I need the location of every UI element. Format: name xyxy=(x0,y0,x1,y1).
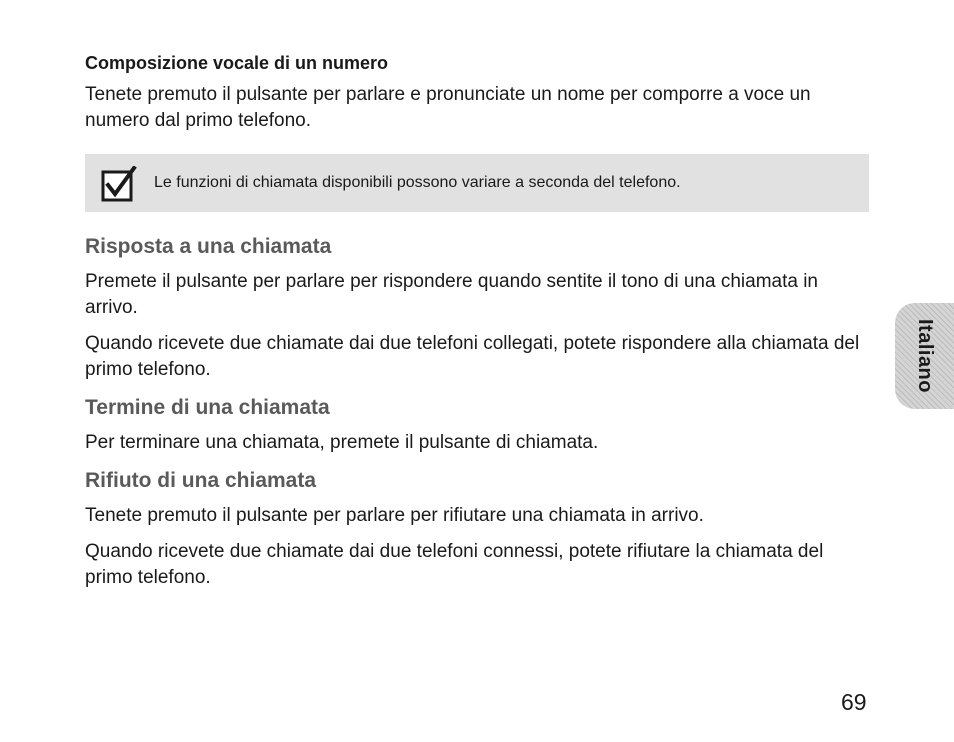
end-call-section xyxy=(85,395,875,456)
answer-call-text-2: Quando ricevete due chiamate dai due telefoni collegati, potete rispondere alla chiamata del primo telefono. xyxy=(85,333,860,380)
page-number: 69 xyxy=(841,689,867,715)
page-content xyxy=(85,52,875,603)
voice-dial-section xyxy=(85,52,875,134)
reject-call-heading: Rifiuto di una chiamata xyxy=(85,469,317,492)
voice-dial-text: Tenete premuto il pulsante per parlare e pronunciate un nome per comporre a voce un numero dal primo telefono. xyxy=(85,84,811,131)
end-call-text: Per terminare una chiamata, premete il pulsante di chiamata. xyxy=(85,432,599,453)
language-side-tab xyxy=(895,303,954,409)
voice-dial-heading: Composizione vocale di un numero xyxy=(85,53,389,73)
reject-call-text-1: Tenete premuto il pulsante per parlare per rifiutare una chiamata in arrivo. xyxy=(85,505,704,526)
reject-call-section xyxy=(85,468,875,591)
end-call-heading: Termine di una chiamata xyxy=(85,396,330,419)
answer-call-text-1: Premete il pulsante per parlare per rispondere quando sentite il tono di una chiamata in arrivo. xyxy=(85,271,819,318)
reject-call-text-2: Quando ricevete due chiamate dai due telefoni connessi, potete rifiutare la chiamata del primo telefono. xyxy=(85,541,824,588)
answer-call-section xyxy=(85,234,875,383)
language-tab-label: Italiano xyxy=(914,318,936,393)
note-box xyxy=(85,154,869,212)
checkbox-check-icon xyxy=(101,166,137,202)
note-text: Le funzioni di chiamata disponibili possono variare a seconda del telefono. xyxy=(154,174,681,191)
answer-call-heading: Risposta a una chiamata xyxy=(85,235,332,258)
